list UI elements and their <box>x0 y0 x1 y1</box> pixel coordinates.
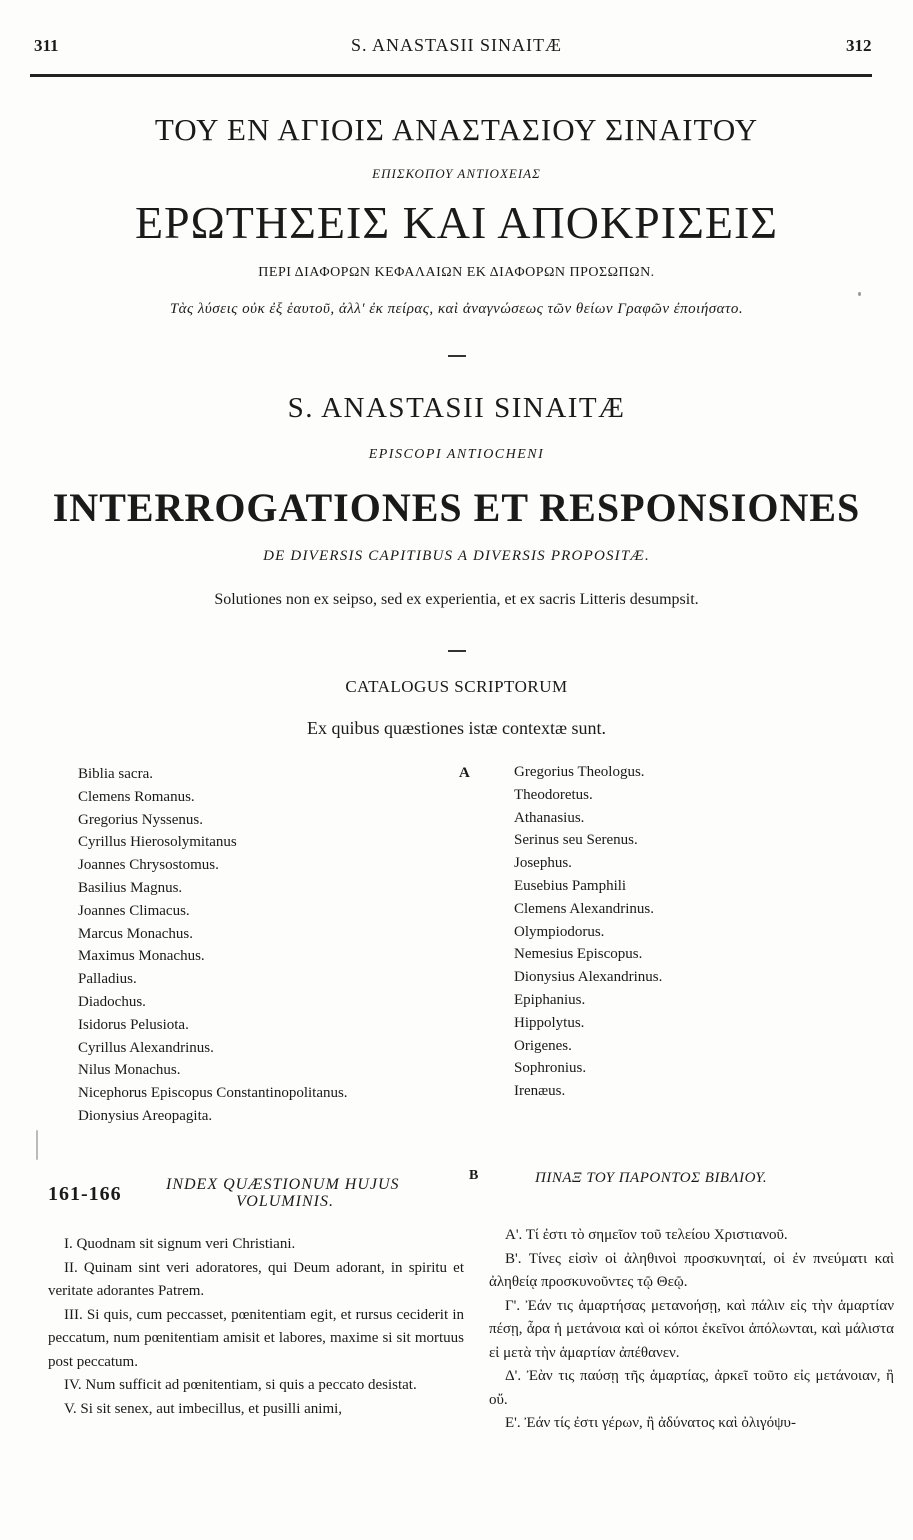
list-item: III. Si quis, cum peccasset, pœnitentiam egit, et rursus ceciderit in peccatum, num pœnitentiam amisit et labores, maxime si sit mortuus post peccatum. <box>48 1306 464 1370</box>
running-title: S. ANASTASII SINAITÆ <box>350 35 563 55</box>
list-item: Sophronius. <box>514 1060 587 1077</box>
list-item: IV. Num sufficit ad pœnitentiam, si quis a peccato desistat. <box>64 1377 417 1393</box>
greek-peri-line: ΠΕΡΙ ΔΙΑΦΟΡΩΝ ΚΕΦΑΛΑΙΩΝ ΕΚ ΔΙΑΦΟΡΩΝ ΠΡΟΣΩΠΩΝ. <box>258 265 655 280</box>
list-item: Joannes Chrysostomus. <box>78 857 219 874</box>
list-item: Cyrillus Hierosolymitanus <box>78 834 237 851</box>
list-item: Serinus seu Serenus. <box>514 832 638 849</box>
list-item: Δ'. Ἐὰν τις παύσῃ τῆς ἁμαρτίας, ἀρκεῖ τοῦτο εἰς μετάνοιαν, ἢ οὔ. <box>489 1368 894 1408</box>
latin-title: S. ANASTASII SINAITÆ <box>287 392 626 424</box>
list-item: Dionysius Areopagita. <box>78 1107 213 1124</box>
list-item: Joannes Climacus. <box>78 902 190 919</box>
list-item: Cyrillus Alexandrinus. <box>78 1039 214 1056</box>
index-latin-column <box>48 1233 464 1421</box>
list-item: Epiphanius. <box>514 991 586 1008</box>
list-item: Nemesius Episcopus. <box>514 946 643 963</box>
scan-speck <box>858 292 861 296</box>
list-item: Origenes. <box>514 1037 572 1054</box>
latin-subtitle: EPISCOPI ANTIOCHENI <box>368 447 545 462</box>
list-item: Irenæus. <box>514 1083 566 1100</box>
column-marker-b: B <box>469 1168 479 1183</box>
list-item: Clemens Romanus. <box>78 788 195 805</box>
separator-dash <box>448 355 466 357</box>
catalogue-subheading: Ex quibus quæstiones istæ contextæ sunt. <box>306 718 606 738</box>
list-item: Hippolytus. <box>514 1014 585 1031</box>
index-latin-title-line2: VOLUMINIS. <box>236 1193 334 1210</box>
list-item: Β'. Τίνες εἰσὶν οἱ ἀληθινοὶ προσκυνηταί, οἱ ἐν πνεύματι καὶ ἀληθείᾳ προσκυνοῦντες τῷ Θεῷ. <box>489 1250 894 1290</box>
list-item: Diadochus. <box>78 993 146 1010</box>
page-number-left: 311 <box>34 36 59 55</box>
list-item: V. Si sit senex, aut imbecillus, et pusilli animi, <box>64 1400 343 1417</box>
greek-main-title: ΕΡΩΤΗΣΕΙΣ ΚΑΙ ΑΠΟΚΡΙΣΕΙΣ <box>134 197 779 248</box>
list-item: Isidorus Pelusiota. <box>78 1016 189 1033</box>
list-item: Marcus Monachus. <box>78 925 193 942</box>
list-item: Gregorius Theologus. <box>514 764 645 780</box>
catalogue-heading: CATALOGUS SCRIPTORUM <box>345 677 568 696</box>
list-item: Basilius Magnus. <box>78 879 183 896</box>
list-item: Α'. Τί ἐστι τὸ σημεῖον τοῦ τελείου Χριστιανοῦ. <box>505 1227 788 1243</box>
list-item: Maximus Monachus. <box>78 948 205 965</box>
list-item: Nicephorus Episcopus Constantinopolitanus. <box>78 1085 348 1102</box>
list-item: II. Quinam sint veri adoratores, qui Deum adorant, in spiritu et veritate adorantes Patrem. <box>48 1259 464 1299</box>
latin-de-line: DE DIVERSIS CAPITIBUS A DIVERSIS PROPOSITÆ. <box>263 548 650 564</box>
list-item: Josephus. <box>514 855 572 872</box>
list-item: Gregorius Nyssenus. <box>78 811 203 828</box>
list-item: Eusebius Pamphili <box>514 877 627 894</box>
list-item: Dionysius Alexandrinus. <box>514 969 663 986</box>
latin-main-title: INTERROGATIONES ET RESPONSIONES <box>52 485 861 530</box>
greek-title: ΤΟΥ ΕΝ ΑΓΙΟΙΣ ΑΝΑΣΤΑΣΙΟΥ ΣΙΝΑΙΤΟΥ <box>154 112 759 147</box>
column-marker-a: A <box>459 765 470 781</box>
list-item: Athanasius. <box>514 809 585 826</box>
index-greek-title: ΠΙΝΑΞ ΤΟΥ ΠΑΡΟΝΤΟΣ ΒΙΒΛΙΟΥ. <box>535 1170 768 1186</box>
list-item: Olympiodorus. <box>514 923 605 940</box>
greek-note: Τὰς λύσεις οὐκ ἐξ ἑαυτοῦ, ἀλλ' ἐκ πείρας, καὶ ἀναγνώσεως τῶν θείων Γραφῶν ἐποιήσατο. <box>169 301 744 317</box>
index-latin-title-line1: INDEX QUÆSTIONUM HUJUS <box>166 1176 400 1193</box>
list-item: Palladius. <box>78 971 137 988</box>
index-latin-title <box>166 1176 476 1210</box>
greek-subtitle: ΕΠΙΣΚΟΠΟΥ ΑΝΤΙΟΧΕΙΑΣ <box>372 166 541 181</box>
header-rule <box>30 74 872 77</box>
latin-solutiones-line: Solutiones non ex seipso, sed ex experientia, et ex sacris Litteris desumpsit. <box>214 591 699 608</box>
index-greek-column <box>489 1224 894 1436</box>
list-item: Ε'. Ἐάν τίς ἐστι γέρων, ἢ ἀδύνατος καὶ ὀλιγόψυ- <box>505 1415 796 1431</box>
scan-speck <box>36 1130 38 1160</box>
list-item: Nilus Monachus. <box>78 1062 181 1079</box>
column-range-label: 161-166 <box>48 1183 122 1205</box>
catalogue-right-column <box>514 761 884 1103</box>
catalogue-left-column <box>78 763 458 1128</box>
list-item: Γ'. Ἐάν τις ἁμαρτήσας μετανοήσῃ, καὶ πάλιν εἰς τὴν ἁμαρτίαν πέσῃ, ἆρα ἡ μετάνοια καὶ οἱ κόποι ἐκεῖνοι ἀπόλωνται, καὶ μάλιστα εἰ μετὰ τὴν ἁμαρτίαν ἀπέθανεν. <box>489 1297 894 1361</box>
list-item: I. Quodnam sit signum veri Christiani. <box>64 1236 296 1252</box>
list-item: Theodoretus. <box>514 786 593 803</box>
page-number-right: 312 <box>846 36 872 55</box>
list-item: Biblia sacra. <box>78 766 153 782</box>
list-item: Clemens Alexandrinus. <box>514 900 654 917</box>
separator-dash <box>448 650 466 652</box>
